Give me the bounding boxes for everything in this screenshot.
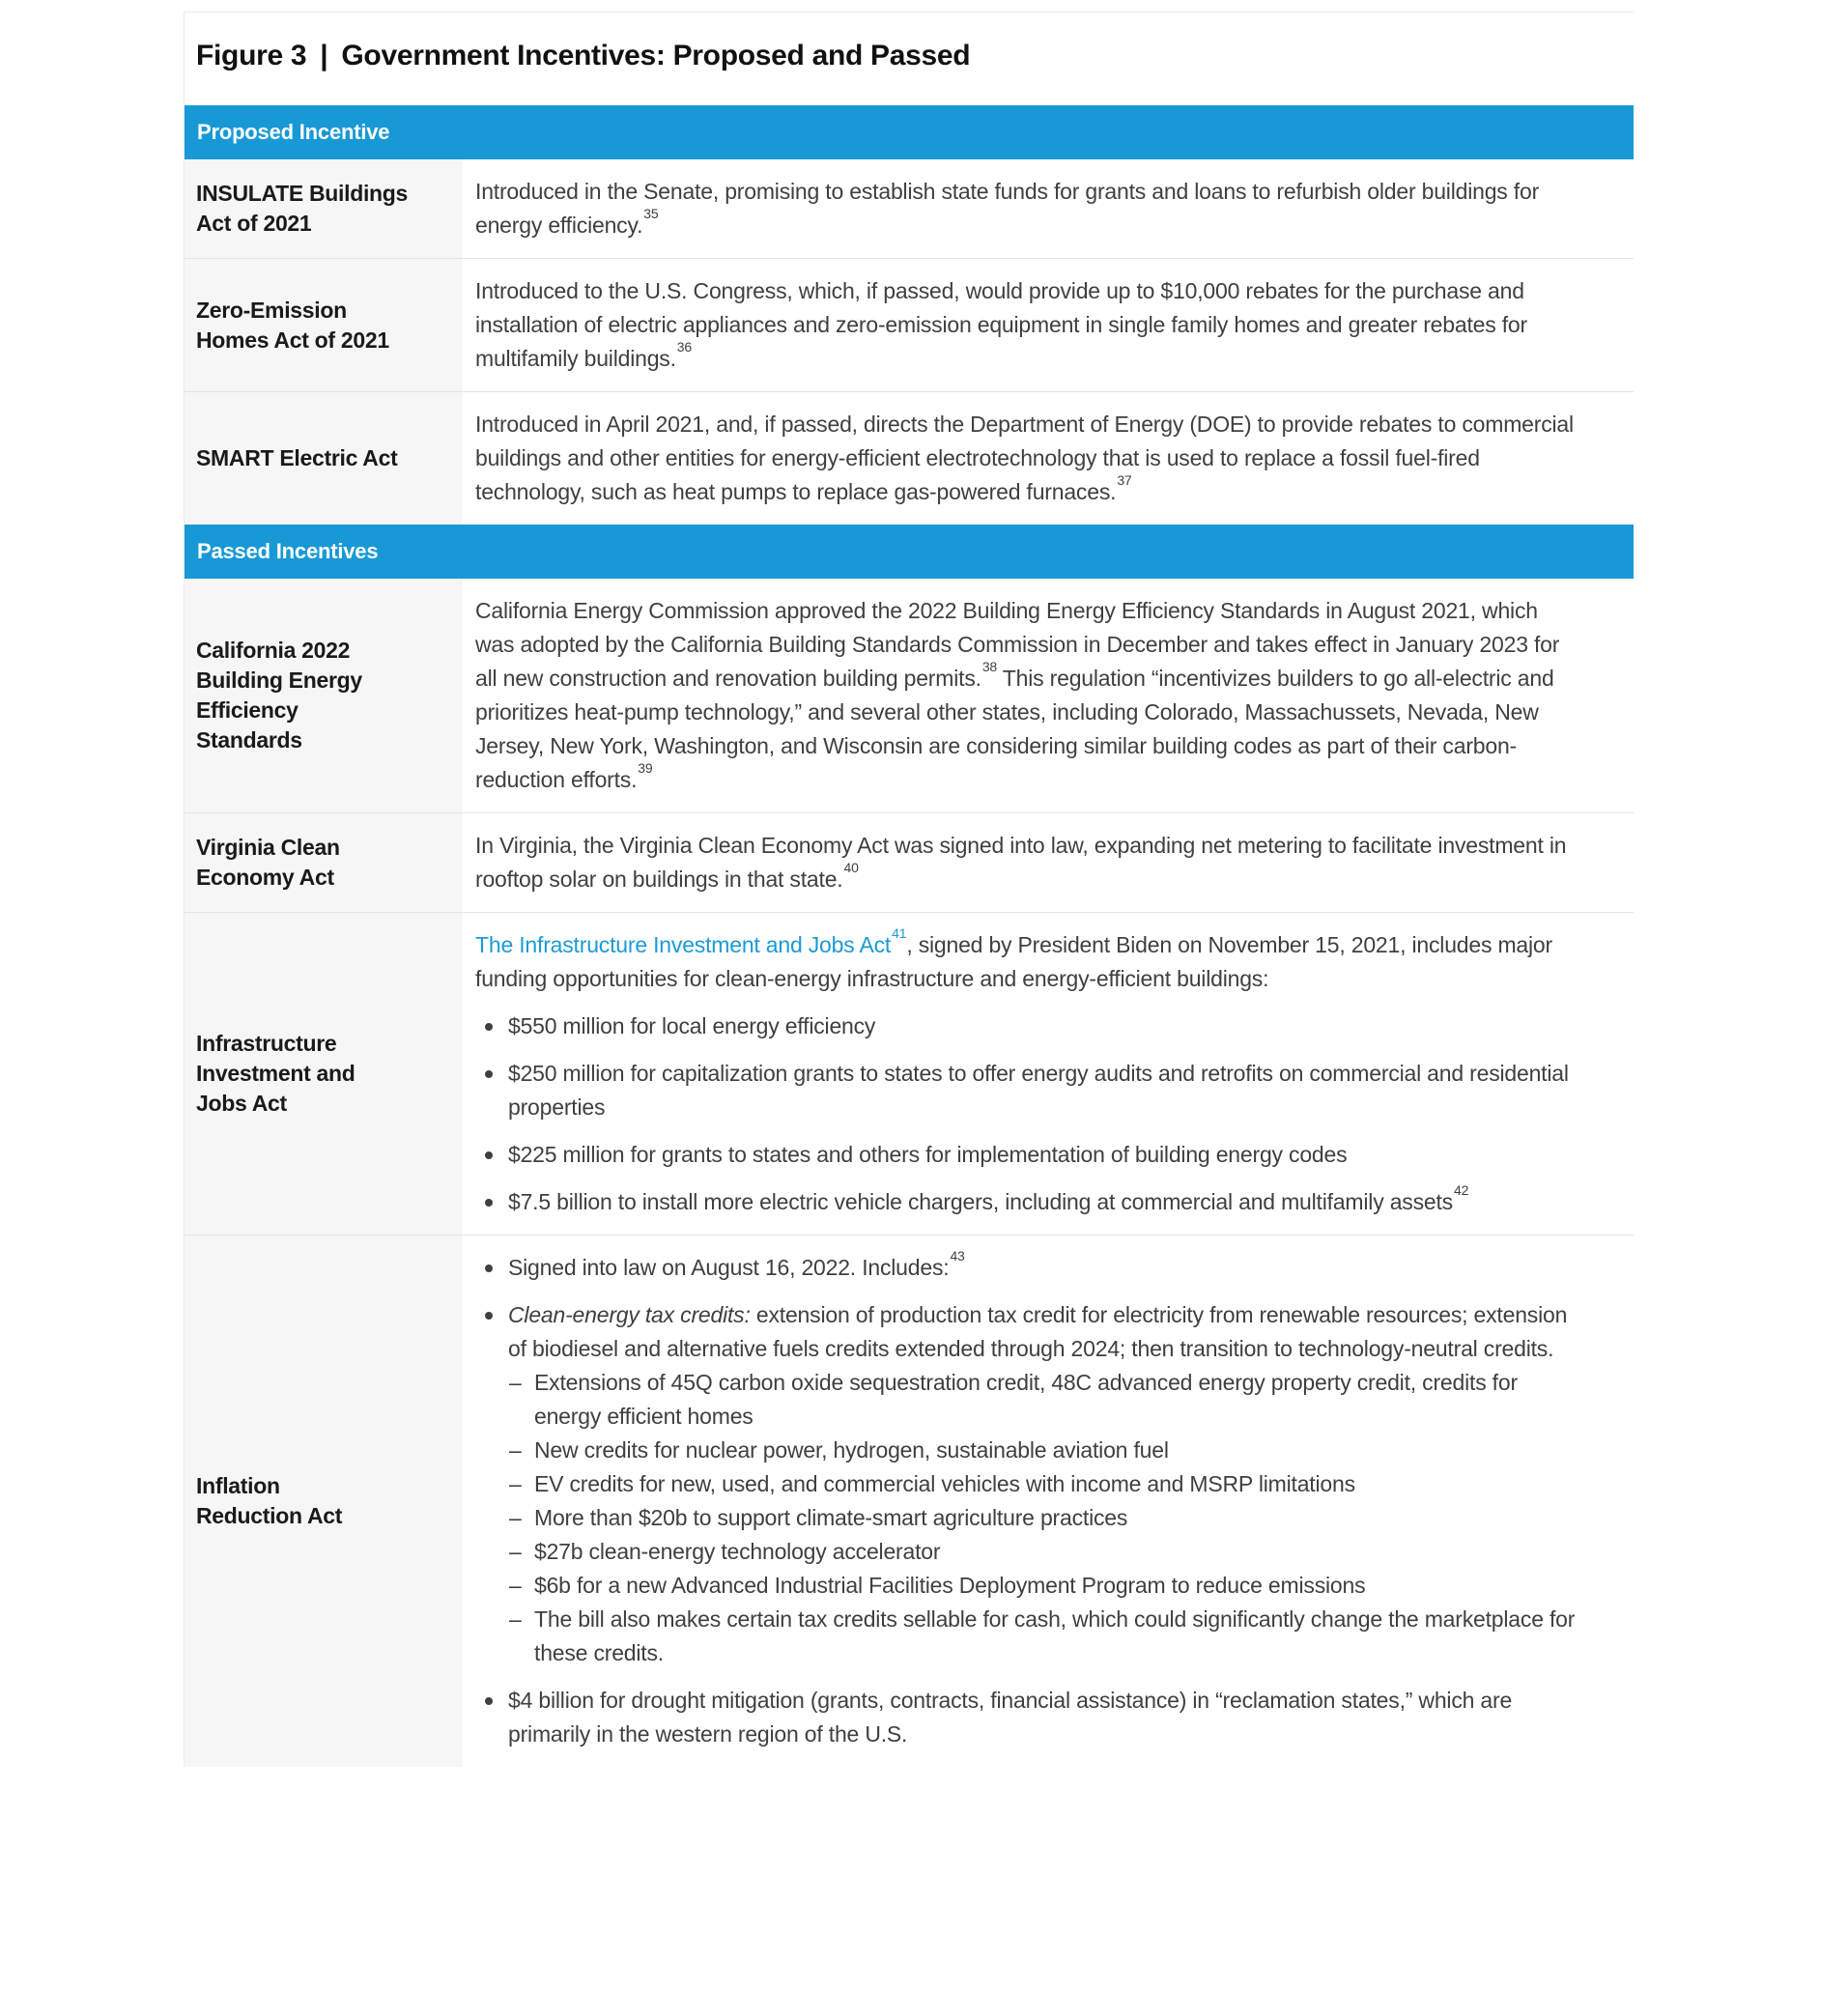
text-segment: New credits for nuclear power, hydrogen, sustainable aviation fuel: [534, 1437, 1169, 1463]
table-row: [185, 579, 1634, 812]
table-row: [185, 391, 1634, 525]
bullet-icon: [485, 1009, 508, 1043]
dash-item: [475, 1535, 1576, 1569]
figure-subject: Government Incentives: Proposed and Passed: [341, 40, 971, 71]
dash-icon: –: [509, 1471, 522, 1496]
paragraph: [475, 925, 1576, 996]
dash-item: [475, 1603, 1576, 1670]
row-label: INSULATE Buildings Act of 2021: [185, 159, 463, 258]
paragraph: [475, 274, 1576, 376]
dash-icon: –: [509, 1573, 522, 1598]
dash-icon: –: [509, 1505, 522, 1530]
figure-title: [185, 13, 1634, 105]
bullet-item: [475, 1009, 1576, 1043]
row-content: [463, 813, 1634, 912]
row-content: [463, 579, 1634, 812]
bullet-item: [475, 1684, 1576, 1751]
bullet-icon: [485, 1684, 508, 1751]
text-segment: $7.5 billion to install more electric vehicle chargers, including at commercial and multifamily assets: [508, 1189, 1453, 1214]
text-segment: The bill also makes certain tax credits sellable for cash, which could significantly change the marketplace for these credits.: [534, 1606, 1576, 1665]
section-header: Passed Incentives: [185, 525, 1634, 579]
dash-icon: –: [509, 1437, 522, 1463]
row-content: [463, 392, 1634, 525]
text-segment: [1116, 472, 1132, 504]
row-content: [463, 159, 1634, 258]
section-rows: [185, 579, 1634, 1767]
item-text: [508, 1138, 1576, 1172]
dash-icon: –: [509, 1370, 522, 1395]
footnote-ref: 40: [843, 860, 859, 876]
bullet-icon: [485, 1298, 508, 1366]
text-segment: , signed by President Biden on November 15, 2021, includes major funding opportunities for clean-energy infrastructure and energy-efficient buildings:: [475, 932, 1552, 991]
text-segment: $250 million for capitalization grants to states to offer energy audits and retrofits on commercial and residential properties: [508, 1061, 1569, 1120]
row-content: [463, 1236, 1634, 1767]
dash-item: [475, 1434, 1576, 1467]
row-label: Infrastructure Investment and Jobs Act: [185, 913, 463, 1235]
bullet-item: [475, 1298, 1576, 1366]
table-row: [185, 159, 1634, 258]
infrastructure-act-link[interactable]: [891, 925, 907, 957]
paragraph: [475, 408, 1576, 509]
footnote-ref: 37: [1117, 472, 1132, 489]
text-segment: extension of production tax credit for electricity from renewable resources; extension of biodiesel and alternative fuels credits extended through 2024; then transition to technology-neutral credits.: [508, 1302, 1568, 1361]
table-section: [185, 525, 1634, 1767]
text-segment: Signed into law on August 16, 2022. Includes:: [508, 1255, 950, 1280]
footnote-ref: 42: [1453, 1182, 1469, 1199]
table-row: [185, 912, 1634, 1235]
text-segment: [1453, 1182, 1469, 1214]
paragraph: [475, 829, 1576, 896]
text-segment: $6b for a new Advanced Industrial Facilities Deployment Program to reduce emissions: [534, 1573, 1366, 1598]
bullet-item: [475, 1182, 1576, 1219]
figure-label: Figure 3: [196, 40, 307, 71]
footnote-ref: 41: [892, 925, 907, 942]
item-text: [508, 1009, 1576, 1043]
bullet-icon: [485, 1185, 508, 1219]
row-label: SMART Electric Act: [185, 392, 463, 525]
item-text: [508, 1684, 1576, 1751]
text-segment: [676, 339, 692, 371]
item-text: [534, 1434, 1576, 1467]
table-row: [185, 1235, 1634, 1767]
row-label: Inflation Reduction Act: [185, 1236, 463, 1767]
italic-text: Clean-energy tax credits:: [508, 1302, 751, 1327]
text-segment: Extensions of 45Q carbon oxide sequestration credit, 48C advanced energy property credit, credits for energy efficient homes: [534, 1370, 1518, 1429]
footnote-ref: 38: [981, 659, 998, 675]
footnote-ref: 43: [950, 1248, 965, 1264]
text-segment: Introduced in April 2021, and, if passed, directs the Department of Energy (DOE) to provide rebates to commercial buildings and other entities for energy-efficient electrotechnology that is used to replace a fossil fuel-fired technology, such as heat pumps to replace gas-powered furnaces.: [475, 412, 1574, 504]
dash-icon: –: [509, 1606, 522, 1632]
item-text: [508, 1298, 1576, 1366]
paragraph: [475, 594, 1576, 797]
item-text: [534, 1603, 1576, 1670]
bullet-item: [475, 1057, 1576, 1124]
footnote-ref: 39: [638, 760, 653, 777]
text-segment: [981, 659, 998, 691]
title-separator: |: [320, 40, 328, 71]
text-segment: Introduced to the U.S. Congress, which, if passed, would provide up to $10,000 rebates for the purchase and installation of electric appliances and zero-emission equipment in single family homes and greater rebates for multifamily buildings.: [475, 278, 1527, 371]
text-segment: This regulation “incentivizes builders to go all-electric and prioritizes heat-pump technology,” and several other states, including Colorado, Massachussets, Nevada, New Jersey, New York, Washington, and Wisconsin are considering similar building codes as part of their carbon-reduction efforts.: [475, 666, 1554, 792]
text-segment: $225 million for grants to states and others for implementation of building energy codes: [508, 1142, 1348, 1167]
table-section: [185, 105, 1634, 525]
text-segment: California Energy Commission approved the 2022 Building Energy Efficiency Standards in August 2021, which was adopted by the California Building Standards Commission in December and takes effect in January 2023 for all new construction and renovation building permits.: [475, 598, 1560, 691]
text-segment: In Virginia, the Virginia Clean Economy Act was signed into law, expanding net metering to facilitate investment in rooftop solar on buildings in that state.: [475, 833, 1567, 892]
dash-icon: –: [509, 1539, 522, 1564]
section-rows: [185, 159, 1634, 525]
item-text: [508, 1248, 1576, 1285]
figure-card: [184, 12, 1634, 1767]
bullet-icon: [485, 1138, 508, 1172]
bullet-item: [475, 1248, 1576, 1285]
row-content: [463, 913, 1634, 1235]
row-label: Zero-Emission Homes Act of 2021: [185, 259, 463, 391]
dash-item: [475, 1467, 1576, 1501]
item-text: [534, 1467, 1576, 1501]
text-segment: $550 million for local energy efficiency: [508, 1013, 876, 1038]
text-segment: Introduced in the Senate, promising to establish state funds for grants and loans to refurbish older buildings for energy efficiency.: [475, 179, 1540, 238]
text-segment: More than $20b to support climate-smart agriculture practices: [534, 1505, 1128, 1530]
dash-item: [475, 1501, 1576, 1535]
infrastructure-act-link[interactable]: The Infrastructure Investment and Jobs Act: [475, 932, 892, 957]
dash-item: [475, 1366, 1576, 1434]
row-content: [463, 259, 1634, 391]
text-segment: [642, 206, 659, 238]
item-text: [534, 1366, 1576, 1434]
item-text: [508, 1182, 1576, 1219]
text-segment: [843, 860, 859, 892]
item-text: [534, 1535, 1576, 1569]
text-segment: EV credits for new, used, and commercial vehicles with income and MSRP limitations: [534, 1471, 1355, 1496]
item-text: [508, 1057, 1576, 1124]
section-header: Proposed Incentive: [185, 105, 1634, 159]
text-segment: [949, 1248, 965, 1280]
bullet-item: [475, 1138, 1576, 1172]
paragraph: [475, 175, 1576, 242]
bullet-icon: [485, 1251, 508, 1285]
row-label: Virginia Clean Economy Act: [185, 813, 463, 912]
table-row: [185, 258, 1634, 391]
footnote-ref: 35: [643, 206, 659, 222]
incentives-table: [185, 105, 1634, 1767]
text-segment: $4 billion for drought mitigation (grants, contracts, financial assistance) in “reclamation states,” which are primarily in the western region of the U.S.: [508, 1688, 1513, 1747]
footnote-ref: 36: [676, 339, 692, 355]
bullet-icon: [485, 1057, 508, 1124]
row-label: California 2022 Building Energy Efficiency Standards: [185, 579, 463, 812]
dash-item: [475, 1569, 1576, 1603]
text-segment: [637, 760, 653, 792]
item-text: [534, 1569, 1576, 1603]
text-segment: $27b clean-energy technology accelerator: [534, 1539, 941, 1564]
item-text: [534, 1501, 1576, 1535]
table-row: [185, 812, 1634, 912]
